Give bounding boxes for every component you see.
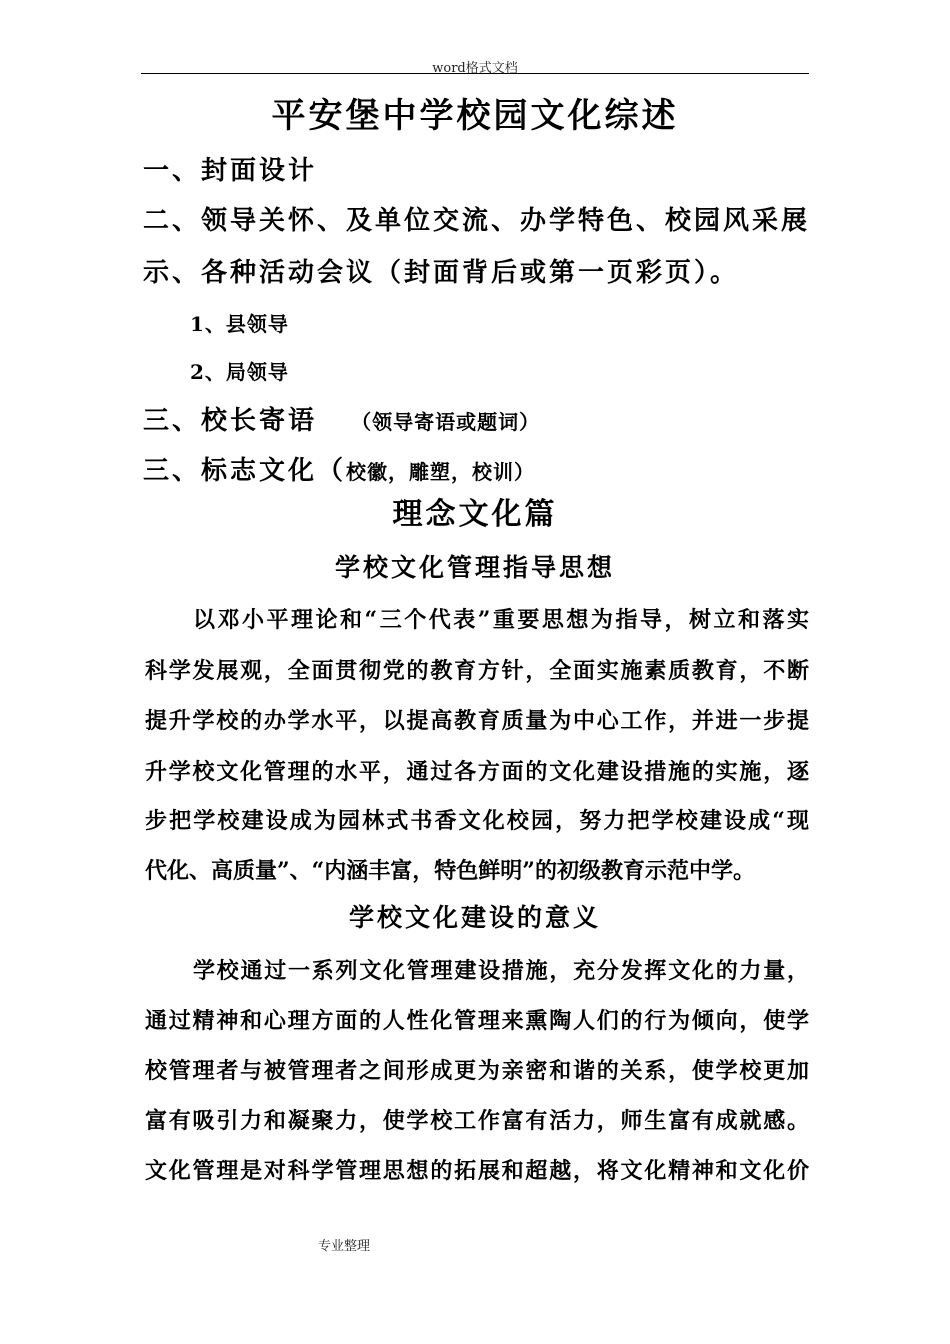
- guideline-line: 以邓小平理论和“三个代表”重要思想为指导，树立和落实: [193, 607, 809, 633]
- guideline-heading: 学校文化管理指导思想: [334, 553, 615, 582]
- significance-heading: 学校文化建设的意义: [348, 903, 601, 932]
- section-principal-message-label: 三、校长寄语: [143, 406, 318, 436]
- section-leadership-line1: 二、领导关怀、及单位交流、办学特色、校园风采展: [143, 206, 811, 236]
- significance-line: 学校通过一系列文化管理建设措施，充分发挥文化的力量，: [193, 958, 809, 984]
- guideline-line: 提升学校的办学水平，以提高教育质量为中心工作，并进一步提: [145, 708, 809, 734]
- guideline-line: 代化、高质量”、“内涵丰富，特色鲜明”的初级教育示范中学。: [145, 858, 755, 884]
- chapter-title: 理念文化篇: [392, 497, 558, 532]
- guideline-line: 科学发展观，全面贯彻党的教育方针，全面实施素质教育，不断: [145, 658, 809, 684]
- section-principal-message: [143, 400, 540, 437]
- significance-line: 通过精神和心理方面的人性化管理来熏陶人们的行为倾向，使学: [145, 1008, 809, 1034]
- list-item-county-leaders: 1、县领导: [190, 312, 289, 336]
- significance-line: 文化管理是对科学管理思想的拓展和超越，将文化精神和文化价: [145, 1158, 809, 1184]
- page-footer: 专业整理: [318, 1239, 371, 1254]
- significance-line: 校管理者与被管理者之间形成更为亲密和谐的关系，使学校更加: [145, 1058, 809, 1084]
- section-cover-design: 一、封面设计: [143, 156, 318, 186]
- section-leadership-line2: 示、各种活动会议（封面背后或第一页彩页）。: [143, 258, 740, 288]
- guideline-line: 步把学校建设成为园林式书香文化校园，努力把学校建设成“现: [145, 808, 809, 834]
- section-symbol-culture: [143, 450, 535, 487]
- section-symbol-culture-note: 校徽，雕塑，校训）: [346, 460, 536, 484]
- page-header: word格式文档: [432, 61, 518, 76]
- significance-line: 富有吸引力和凝聚力，使学校工作富有活力，师生富有成就感。: [145, 1108, 809, 1134]
- section-symbol-culture-label: 三、标志文化（: [143, 456, 347, 486]
- guideline-line: 升学校文化管理的水平，通过各方面的文化建设措施的实施，逐: [145, 759, 809, 785]
- list-item-bureau-leaders: 2、局领导: [190, 360, 289, 384]
- header-divider: [141, 73, 809, 74]
- document-title: 平安堡中学校园文化综述: [271, 96, 679, 136]
- section-principal-message-note: （领导寄语或题词）: [351, 410, 541, 434]
